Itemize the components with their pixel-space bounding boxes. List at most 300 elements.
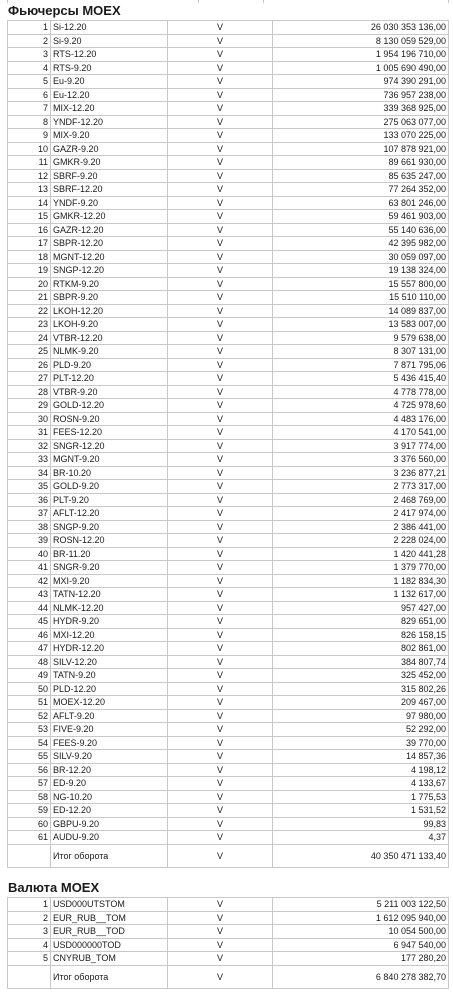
table-row	[8, 615, 449, 629]
type-marker: V	[168, 911, 273, 925]
row-number: 32	[8, 439, 51, 453]
type-marker: V	[168, 561, 273, 575]
total-type-marker: V	[168, 965, 273, 988]
type-marker: V	[168, 156, 273, 170]
table-row	[8, 88, 449, 102]
type-marker: V	[168, 507, 273, 521]
turnover-value: 2 386 441,00	[273, 520, 449, 534]
type-marker: V	[168, 615, 273, 629]
instrument-name: NLMK-12.20	[51, 601, 168, 615]
table-row	[8, 574, 449, 588]
type-marker: V	[168, 453, 273, 467]
turnover-value: 2 417 974,00	[273, 507, 449, 521]
turnover-value: 1 005 690 490,00	[273, 61, 449, 75]
type-marker: V	[168, 574, 273, 588]
type-marker: V	[168, 669, 273, 683]
instrument-name: RTS-9.20	[51, 61, 168, 75]
type-marker: V	[168, 898, 273, 912]
row-number: 2	[8, 34, 51, 48]
type-marker: V	[168, 777, 273, 791]
type-marker: V	[168, 237, 273, 251]
instrument-name: ROSN-12.20	[51, 534, 168, 548]
row-number: 53	[8, 723, 51, 737]
type-marker: V	[168, 399, 273, 413]
instrument-name: GOLD-9.20	[51, 480, 168, 494]
turnover-value: 8 307 131,00	[273, 345, 449, 359]
type-marker: V	[168, 61, 273, 75]
table-row	[8, 777, 449, 791]
type-marker: V	[168, 750, 273, 764]
instrument-name: AFLT-12.20	[51, 507, 168, 521]
row-number: 7	[8, 102, 51, 116]
row-number: 39	[8, 534, 51, 548]
row-number: 46	[8, 628, 51, 642]
futures-table	[7, 20, 449, 868]
turnover-value: 19 138 324,00	[273, 264, 449, 278]
instrument-name: HYDR-12.20	[51, 642, 168, 656]
type-marker: V	[168, 696, 273, 710]
type-marker: V	[168, 102, 273, 116]
table-row	[8, 628, 449, 642]
instrument-name: MIX-9.20	[51, 129, 168, 143]
instrument-name: Si-12.20	[51, 21, 168, 35]
currency-table	[7, 897, 449, 989]
total-label: Итог оборота	[51, 965, 168, 988]
turnover-value: 4 133,67	[273, 777, 449, 791]
instrument-name: FIVE-9.20	[51, 723, 168, 737]
turnover-value: 1 775,53	[273, 790, 449, 804]
table-row	[8, 480, 449, 494]
turnover-value: 15 557 800,00	[273, 277, 449, 291]
row-number: 26	[8, 358, 51, 372]
row-number: 51	[8, 696, 51, 710]
row-number: 56	[8, 763, 51, 777]
type-marker: V	[168, 723, 273, 737]
row-number: 44	[8, 601, 51, 615]
turnover-value: 4 778 778,00	[273, 385, 449, 399]
type-marker: V	[168, 790, 273, 804]
row-number: 57	[8, 777, 51, 791]
instrument-name: PLD-12.20	[51, 682, 168, 696]
turnover-value: 5 211 003 122,50	[273, 898, 449, 912]
instrument-name: LKOH-9.20	[51, 318, 168, 332]
turnover-value: 829 651,00	[273, 615, 449, 629]
futures-section-title: Фьючерсы MOEX	[8, 3, 121, 18]
instrument-name: PLT-9.20	[51, 493, 168, 507]
type-marker: V	[168, 142, 273, 156]
turnover-value: 85 635 247,00	[273, 169, 449, 183]
row-number: 23	[8, 318, 51, 332]
type-marker: V	[168, 655, 273, 669]
table-row	[8, 412, 449, 426]
table-row	[8, 736, 449, 750]
turnover-value: 8 130 059 529,00	[273, 34, 449, 48]
type-marker: V	[168, 196, 273, 210]
type-marker: V	[168, 628, 273, 642]
table-row	[8, 493, 449, 507]
table-row	[8, 938, 449, 952]
type-marker: V	[168, 547, 273, 561]
turnover-value: 2 468 769,00	[273, 493, 449, 507]
turnover-value: 97 980,00	[273, 709, 449, 723]
table-row	[8, 210, 449, 224]
table-row	[8, 183, 449, 197]
row-number: 59	[8, 804, 51, 818]
top-gridline	[448, 0, 449, 3]
turnover-value: 99,83	[273, 817, 449, 831]
row-number: 37	[8, 507, 51, 521]
instrument-name: YNDF-12.20	[51, 115, 168, 129]
instrument-name: Eu-9.20	[51, 75, 168, 89]
row-number: 8	[8, 115, 51, 129]
row-number: 40	[8, 547, 51, 561]
type-marker: V	[168, 75, 273, 89]
table-row	[8, 48, 449, 62]
table-row	[8, 304, 449, 318]
type-marker: V	[168, 831, 273, 845]
instrument-name: SBRF-12.20	[51, 183, 168, 197]
instrument-name: VTBR-12.20	[51, 331, 168, 345]
type-marker: V	[168, 331, 273, 345]
table-row	[8, 925, 449, 939]
turnover-value: 7 871 795,06	[273, 358, 449, 372]
table-row	[8, 331, 449, 345]
row-number: 19	[8, 264, 51, 278]
instrument-name: SNGP-12.20	[51, 264, 168, 278]
table-row	[8, 588, 449, 602]
turnover-value: 1 531,52	[273, 804, 449, 818]
table-row	[8, 453, 449, 467]
type-marker: V	[168, 277, 273, 291]
turnover-value: 974 390 291,00	[273, 75, 449, 89]
table-row	[8, 655, 449, 669]
type-marker: V	[168, 439, 273, 453]
row-number: 29	[8, 399, 51, 413]
table-row	[8, 831, 449, 845]
turnover-value: 315 802,26	[273, 682, 449, 696]
row-number: 42	[8, 574, 51, 588]
table-row	[8, 750, 449, 764]
table-row	[8, 75, 449, 89]
total-value: 6 840 278 382,70	[273, 965, 449, 988]
instrument-name: GOLD-12.20	[51, 399, 168, 413]
turnover-value: 339 368 925,00	[273, 102, 449, 116]
table-row	[8, 129, 449, 143]
row-number: 43	[8, 588, 51, 602]
type-marker: V	[168, 426, 273, 440]
instrument-name: LKOH-12.20	[51, 304, 168, 318]
row-number: 3	[8, 925, 51, 939]
row-number: 55	[8, 750, 51, 764]
table-row	[8, 102, 449, 116]
table-row	[8, 952, 449, 966]
instrument-name: USD000000TOD	[51, 938, 168, 952]
type-marker: V	[168, 345, 273, 359]
turnover-value: 3 376 560,00	[273, 453, 449, 467]
table-row	[8, 291, 449, 305]
turnover-value: 9 579 638,00	[273, 331, 449, 345]
instrument-name: SILV-12.20	[51, 655, 168, 669]
instrument-name: BR-10.20	[51, 466, 168, 480]
type-marker: V	[168, 129, 273, 143]
table-row	[8, 682, 449, 696]
type-marker: V	[168, 223, 273, 237]
row-number: 27	[8, 372, 51, 386]
instrument-name: GAZR-9.20	[51, 142, 168, 156]
type-marker: V	[168, 493, 273, 507]
row-number: 4	[8, 61, 51, 75]
instrument-name: NLMK-9.20	[51, 345, 168, 359]
table-row	[8, 250, 449, 264]
turnover-value: 63 801 246,00	[273, 196, 449, 210]
instrument-name: VTBR-9.20	[51, 385, 168, 399]
type-marker: V	[168, 291, 273, 305]
table-row	[8, 277, 449, 291]
row-number: 38	[8, 520, 51, 534]
turnover-value: 1 420 441,28	[273, 547, 449, 561]
turnover-value: 4 725 978,60	[273, 399, 449, 413]
table-row	[8, 385, 449, 399]
table-row	[8, 817, 449, 831]
type-marker: V	[168, 264, 273, 278]
instrument-name: EUR_RUB__TOM	[51, 911, 168, 925]
type-marker: V	[168, 520, 273, 534]
turnover-value: 2 228 024,00	[273, 534, 449, 548]
table-row	[8, 507, 449, 521]
row-number: 3	[8, 48, 51, 62]
turnover-value: 42 395 982,00	[273, 237, 449, 251]
instrument-name: GAZR-12.20	[51, 223, 168, 237]
table-row	[8, 763, 449, 777]
table-row	[8, 237, 449, 251]
table-row	[8, 898, 449, 912]
instrument-name: ED-9.20	[51, 777, 168, 791]
table-row	[8, 372, 449, 386]
instrument-name: EUR_RUB__TOD	[51, 925, 168, 939]
table-row	[8, 466, 449, 480]
turnover-value: 55 140 636,00	[273, 223, 449, 237]
row-number: 48	[8, 655, 51, 669]
type-marker: V	[168, 115, 273, 129]
instrument-name: HYDR-9.20	[51, 615, 168, 629]
turnover-value: 107 878 921,00	[273, 142, 449, 156]
row-number: 11	[8, 156, 51, 170]
turnover-value: 39 770,00	[273, 736, 449, 750]
table-row	[8, 696, 449, 710]
row-number: 6	[8, 88, 51, 102]
type-marker: V	[168, 466, 273, 480]
type-marker: V	[168, 642, 273, 656]
type-marker: V	[168, 709, 273, 723]
row-number: 14	[8, 196, 51, 210]
row-number: 41	[8, 561, 51, 575]
row-number: 31	[8, 426, 51, 440]
turnover-value: 325 452,00	[273, 669, 449, 683]
table-row	[8, 804, 449, 818]
instrument-name: ROSN-9.20	[51, 412, 168, 426]
row-number: 20	[8, 277, 51, 291]
turnover-value: 736 957 238,00	[273, 88, 449, 102]
row-number: 47	[8, 642, 51, 656]
turnover-value: 1 954 196 710,00	[273, 48, 449, 62]
type-marker: V	[168, 817, 273, 831]
table-row	[8, 426, 449, 440]
turnover-value: 275 063 077,00	[273, 115, 449, 129]
instrument-name: SILV-9.20	[51, 750, 168, 764]
instrument-name: ED-12.20	[51, 804, 168, 818]
type-marker: V	[168, 88, 273, 102]
instrument-name: SBPR-9.20	[51, 291, 168, 305]
row-number: 16	[8, 223, 51, 237]
instrument-name: USD000UTSTOM	[51, 898, 168, 912]
type-marker: V	[168, 358, 273, 372]
table-row	[8, 156, 449, 170]
table-row	[8, 345, 449, 359]
turnover-value: 30 059 097,00	[273, 250, 449, 264]
type-marker: V	[168, 736, 273, 750]
instrument-name: MGNT-12.20	[51, 250, 168, 264]
row-number: 5	[8, 952, 51, 966]
type-marker: V	[168, 210, 273, 224]
instrument-name: Si-9.20	[51, 34, 168, 48]
table-row	[8, 115, 449, 129]
row-number: 49	[8, 669, 51, 683]
row-number: 33	[8, 453, 51, 467]
row-number: 36	[8, 493, 51, 507]
table-row	[8, 318, 449, 332]
type-marker: V	[168, 412, 273, 426]
instrument-name: FEES-12.20	[51, 426, 168, 440]
type-marker: V	[168, 601, 273, 615]
type-marker: V	[168, 183, 273, 197]
turnover-value: 177 280,20	[273, 952, 449, 966]
table-row	[8, 223, 449, 237]
instrument-name: MGNT-9.20	[51, 453, 168, 467]
turnover-value: 209 467,00	[273, 696, 449, 710]
table-row	[8, 142, 449, 156]
table-row	[8, 61, 449, 75]
type-marker: V	[168, 480, 273, 494]
instrument-name: MIX-12.20	[51, 102, 168, 116]
instrument-name: MXI-12.20	[51, 628, 168, 642]
row-number: 35	[8, 480, 51, 494]
turnover-value: 802 861,00	[273, 642, 449, 656]
table-row	[8, 790, 449, 804]
turnover-value: 1 379 770,00	[273, 561, 449, 575]
row-number: 58	[8, 790, 51, 804]
instrument-name: MXI-9.20	[51, 574, 168, 588]
row-number: 4	[8, 938, 51, 952]
turnover-value: 52 292,00	[273, 723, 449, 737]
turnover-value: 957 427,00	[273, 601, 449, 615]
instrument-name: SNGR-12.20	[51, 439, 168, 453]
instrument-name: Eu-12.20	[51, 88, 168, 102]
table-row	[8, 561, 449, 575]
turnover-value: 2 773 317,00	[273, 480, 449, 494]
table-row	[8, 642, 449, 656]
row-number: 50	[8, 682, 51, 696]
instrument-name: NG-10.20	[51, 790, 168, 804]
turnover-value: 13 583 007,00	[273, 318, 449, 332]
instrument-name: GMKR-12.20	[51, 210, 168, 224]
turnover-value: 4 170 541,00	[273, 426, 449, 440]
table-row	[8, 21, 449, 35]
instrument-name: AUDU-9.20	[51, 831, 168, 845]
row-number: 34	[8, 466, 51, 480]
table-row	[8, 439, 449, 453]
type-marker: V	[168, 250, 273, 264]
table-row	[8, 911, 449, 925]
row-number: 30	[8, 412, 51, 426]
row-number: 21	[8, 291, 51, 305]
type-marker: V	[168, 804, 273, 818]
turnover-value: 15 510 110,00	[273, 291, 449, 305]
total-row	[8, 965, 449, 988]
turnover-value: 14 089 837,00	[273, 304, 449, 318]
turnover-value: 826 158,15	[273, 628, 449, 642]
table-row	[8, 534, 449, 548]
instrument-name: TATN-9.20	[51, 669, 168, 683]
instrument-name: SNGP-9.20	[51, 520, 168, 534]
turnover-value: 4 483 176,00	[273, 412, 449, 426]
type-marker: V	[168, 763, 273, 777]
instrument-name: AFLT-9.20	[51, 709, 168, 723]
row-number: 45	[8, 615, 51, 629]
instrument-name: SBRF-9.20	[51, 169, 168, 183]
instrument-name: PLD-9.20	[51, 358, 168, 372]
turnover-value: 10 054 500,00	[273, 925, 449, 939]
row-number: 9	[8, 129, 51, 143]
type-marker: V	[168, 588, 273, 602]
table-row	[8, 399, 449, 413]
type-marker: V	[168, 385, 273, 399]
table-row	[8, 169, 449, 183]
top-gridline	[263, 0, 264, 3]
total-label: Итог оборота	[51, 844, 168, 867]
instrument-name: SNGR-9.20	[51, 561, 168, 575]
instrument-name: RTS-12.20	[51, 48, 168, 62]
instrument-name: RTKM-9.20	[51, 277, 168, 291]
type-marker: V	[168, 21, 273, 35]
row-number: 15	[8, 210, 51, 224]
turnover-value: 4 198,12	[273, 763, 449, 777]
table-row	[8, 358, 449, 372]
row-number: 13	[8, 183, 51, 197]
row-number: 10	[8, 142, 51, 156]
instrument-name: BR-11.20	[51, 547, 168, 561]
turnover-value: 3 917 774,00	[273, 439, 449, 453]
instrument-name: BR-12.20	[51, 763, 168, 777]
table-row	[8, 601, 449, 615]
type-marker: V	[168, 925, 273, 939]
turnover-value: 1 612 095 940,00	[273, 911, 449, 925]
turnover-value: 6 947 540,00	[273, 938, 449, 952]
type-marker: V	[168, 534, 273, 548]
table-row	[8, 34, 449, 48]
turnover-value: 1 132 617,00	[273, 588, 449, 602]
type-marker: V	[168, 169, 273, 183]
table-row	[8, 196, 449, 210]
turnover-value: 89 661 930,00	[273, 156, 449, 170]
row-number: 25	[8, 345, 51, 359]
instrument-name: SBPR-12.20	[51, 237, 168, 251]
total-row	[8, 844, 449, 867]
type-marker: V	[168, 682, 273, 696]
turnover-value: 77 264 352,00	[273, 183, 449, 197]
turnover-value: 59 461 903,00	[273, 210, 449, 224]
type-marker: V	[168, 938, 273, 952]
row-number: 2	[8, 911, 51, 925]
